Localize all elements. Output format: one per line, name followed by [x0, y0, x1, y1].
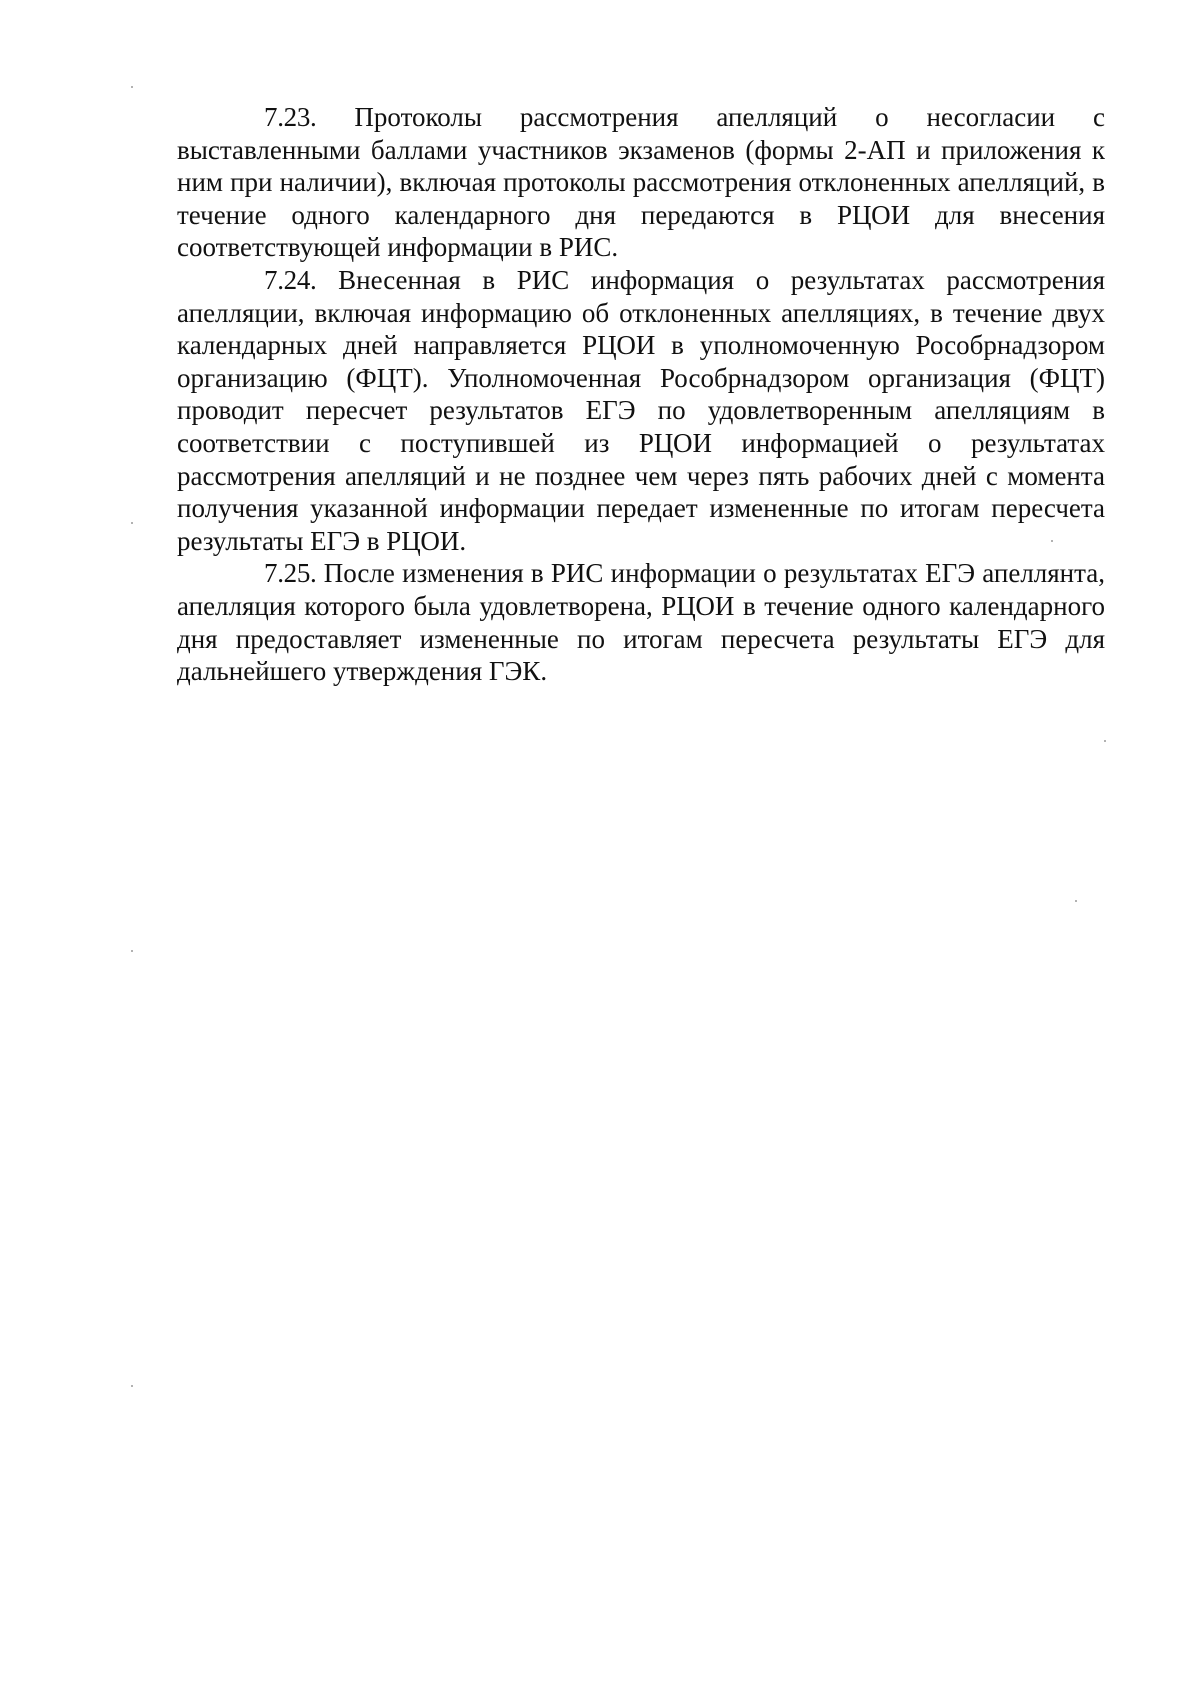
scan-speck [131, 86, 133, 88]
paragraph-7-25 [177, 557, 1105, 687]
paragraph-text: Внесенная в РИС информация о результатах рассмотрения апелляции, включая информацию об отклоненных апелляциях, в течение двух календарных дней направляется РЦОИ в уполномоченную Рособрнадзором организацию (ФЦТ). Уполномоченная Рособрнадзором организация (ФЦТ) проводит пересчет результатов ЕГЭ по удовлетворенным апелляциям в соответствии с поступившей из РЦОИ информацией о результатах рассмотрения апелляций и не позднее чем через пять рабочих дней с момента получения указанной информации передает измененные по итогам пересчета результаты ЕГЭ в РЦОИ. [177, 264, 1106, 556]
paragraph-number: 7.25. [264, 558, 317, 589]
paragraph-7-24 [177, 264, 1105, 557]
scan-speck [131, 950, 133, 952]
paragraph-text: Протоколы рассмотрения апелляций о несогласии с выставленными баллами участников экзаменов (формы 2-АП и приложения к ним при наличии), включая протоколы рассмотрения отклоненных апелляций, в течение одного календарного дня передаются в РЦОИ для внесения соответствующей информации в РИС. [177, 102, 1106, 263]
scan-speck [131, 1385, 133, 1387]
paragraph-7-23 [177, 101, 1105, 264]
scan-speck [1104, 740, 1106, 742]
paragraph-number: 7.24. [264, 264, 317, 295]
paragraph-text: После изменения в РИС информации о результатах ЕГЭ апеллянта, апелляция которого была удовлетворена, РЦОИ в течение одного календарного дня предоставляет измененные по итогам пересчета результаты ЕГЭ для дальнейшего утверждения ГЭК. [177, 558, 1105, 687]
scan-speck [131, 522, 133, 524]
document-body [177, 101, 1105, 688]
scan-speck [1075, 900, 1077, 902]
paragraph-number: 7.23. [264, 102, 317, 132]
